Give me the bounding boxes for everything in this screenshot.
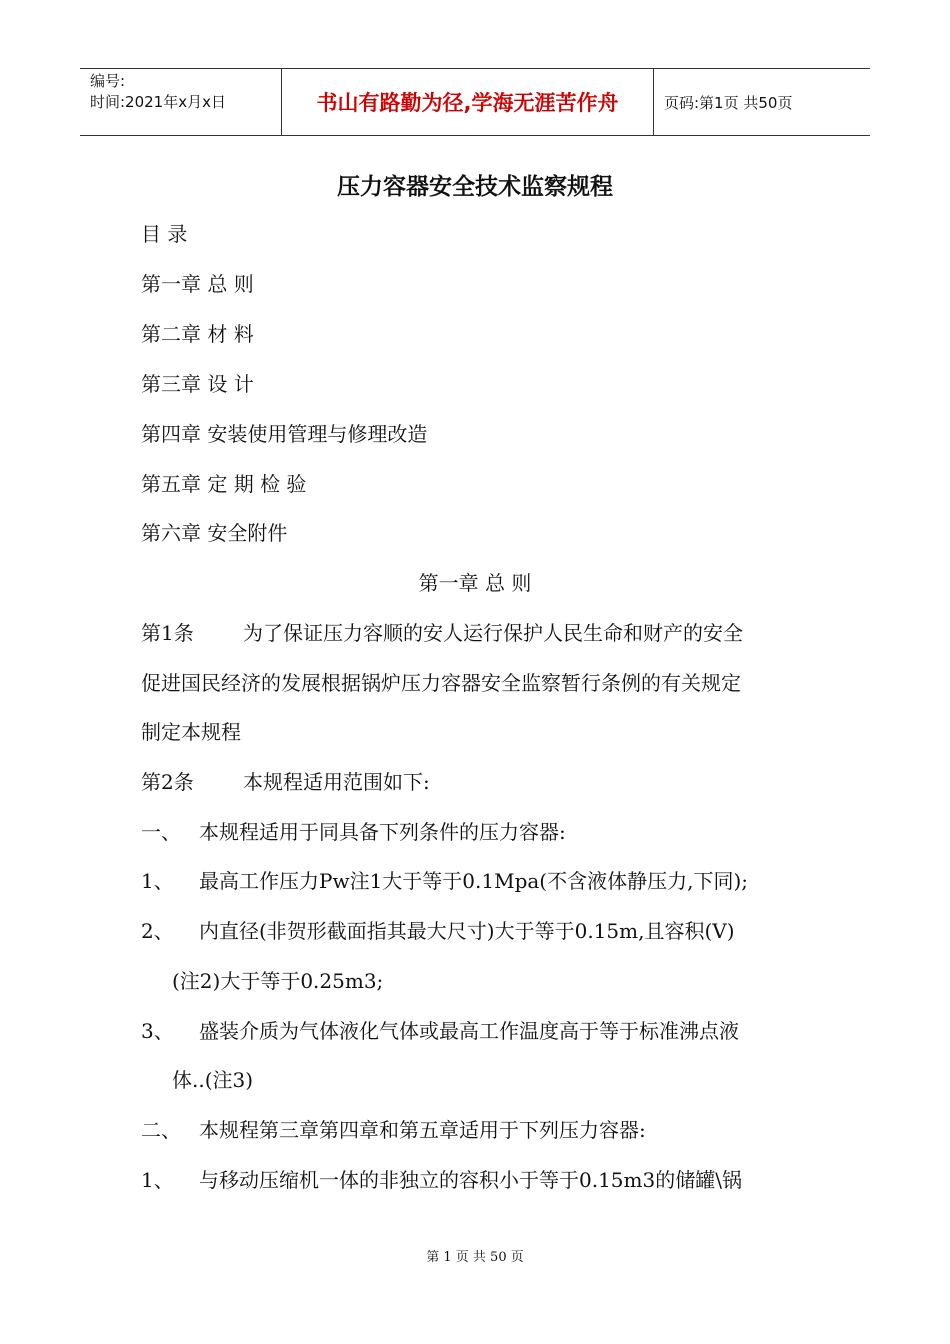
paragraph-line: 最高工作压力Pw注1大于等于0.1Mpa(不含液体静压力,下同); — [199, 869, 749, 893]
item-label: 2、 — [141, 919, 174, 943]
toc-item: 第一章 总 则 — [141, 272, 254, 296]
item-label: 1、 — [141, 1168, 174, 1192]
item-label: 3、 — [141, 1019, 174, 1043]
paragraph-line: 本规程第三章第四章和第五章适用于下列压力容器: — [199, 1118, 646, 1142]
number-label: 编号: — [90, 72, 126, 90]
header-meta — [80, 69, 282, 135]
toc-item: 第三章 设 计 — [141, 372, 254, 396]
time-label: 时间:2021年x月x日 — [90, 93, 226, 111]
document-title: 压力容器安全技术监察规程 — [337, 174, 613, 200]
paragraph-line: 本规程适用于同具备下列条件的压力容器: — [199, 820, 566, 844]
paragraph-line: 本规程适用范围如下: — [243, 770, 430, 794]
paragraph-line: 内直径(非贺形截面指其最大尺寸)大于等于0.15m,且容积(V) — [199, 919, 735, 943]
paragraph-line: 为了保证压力容顺的安人运行保护人民生命和财产的安全 — [243, 621, 743, 645]
paragraph-line: 与移动压缩机一体的非独立的容积小于等于0.15m3的储罐\锅 — [199, 1168, 742, 1192]
paragraph-line: 制定本规程 — [141, 720, 241, 744]
page-header — [80, 68, 870, 136]
paragraph-line: 体..(注3) — [172, 1068, 254, 1092]
section-label: 一、 — [141, 820, 181, 844]
section-label: 二、 — [141, 1118, 181, 1142]
item-label: 1、 — [141, 869, 174, 893]
paragraph-line: (注2)大于等于0.25m3; — [172, 969, 384, 993]
header-page-info: 页码:第1页 共50页 — [664, 93, 793, 112]
paragraph-line: 促进国民经济的发展根据锅炉压力容器安全监察暂行条例的有关规定 — [141, 671, 741, 695]
toc-item: 第二章 材 料 — [141, 322, 254, 346]
toc-heading: 目 录 — [141, 222, 188, 246]
chapter-heading: 第一章 总 则 — [418, 571, 532, 595]
article-label: 第1条 — [141, 621, 194, 645]
toc-item: 第六章 安全附件 — [141, 521, 288, 545]
toc-item: 第五章 定 期 检 验 — [141, 472, 307, 496]
article-label: 第2条 — [141, 770, 194, 794]
page-footer: 第 1 页 共 50 页 — [426, 1250, 524, 1265]
paragraph-line: 盛装介质为气体液化气体或最高工作温度高于等于标准沸点液 — [199, 1019, 739, 1043]
toc-item: 第四章 安装使用管理与修理改造 — [141, 422, 428, 446]
header-motto: 书山有路勤为径,学海无涯苦作舟 — [282, 69, 654, 135]
